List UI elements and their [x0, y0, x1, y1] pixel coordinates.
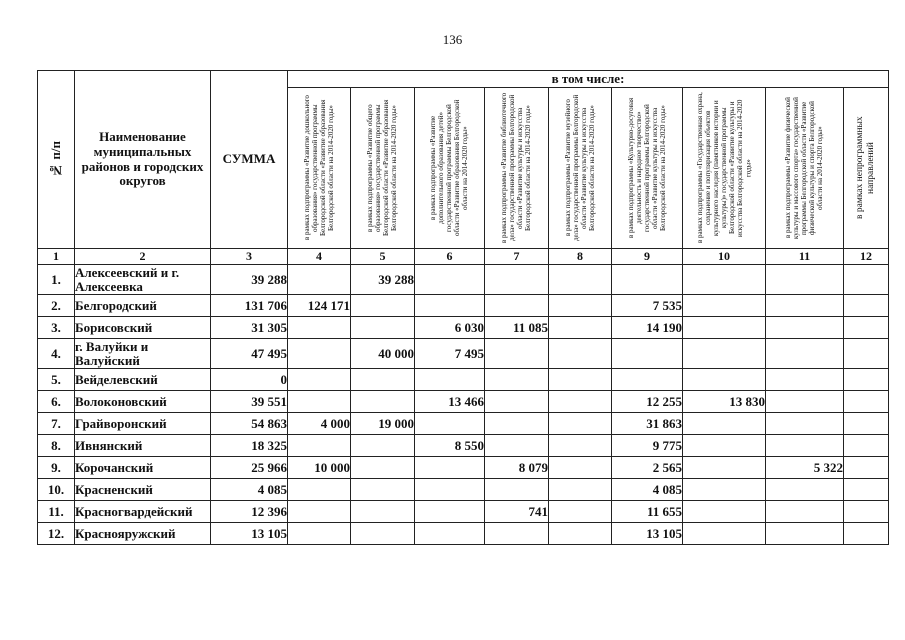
amount-col-12: [844, 479, 889, 501]
row-number: 9.: [38, 457, 75, 479]
amount-col-8: [549, 265, 612, 295]
district-name: Вейделевский: [75, 369, 211, 391]
subheader-label: в рамках подпрограммы «Государственная охрана, сохранение и популяризация объектов культурного наследия (памятников истории и культуры)» государственной программы Белгородской области «Развитие культуры и искусства Белгородской области на 2014-2020 годы»: [695, 92, 753, 244]
amount-col-7: 8 079: [485, 457, 549, 479]
table-row: [38, 501, 889, 523]
header-name: Наименование муниципальных районов и городских округов: [75, 71, 211, 249]
amount-col-8: [549, 413, 612, 435]
amount-col-10: [683, 501, 766, 523]
amount-col-4: [288, 523, 351, 545]
sum-value: 4 085: [211, 479, 288, 501]
amount-col-6: [415, 523, 485, 545]
district-name: Белгородский: [75, 295, 211, 317]
amount-col-4: [288, 435, 351, 457]
row-number: 2.: [38, 295, 75, 317]
amount-col-4: [288, 391, 351, 413]
amount-col-9: 4 085: [612, 479, 683, 501]
amount-col-6: [415, 413, 485, 435]
amount-col-11: [766, 523, 844, 545]
table-row: [38, 435, 889, 457]
amount-col-8: [549, 339, 612, 369]
subheader-col-12: [844, 88, 889, 249]
amount-col-6: 13 466: [415, 391, 485, 413]
amount-col-8: [549, 457, 612, 479]
amount-col-6: 6 030: [415, 317, 485, 339]
amount-col-11: [766, 391, 844, 413]
amount-col-4: [288, 369, 351, 391]
amount-col-6: [415, 265, 485, 295]
subheader-label: в рамках подпрограммы «Развитие физической культуры и массового спорта» государственной программы Белгородской области «Развитие физической культуры и спорта Белгородской области на 2014-2020 годы»: [784, 97, 825, 239]
amount-col-12: [844, 523, 889, 545]
amount-col-4: 4 000: [288, 413, 351, 435]
district-name: Красногвардейский: [75, 501, 211, 523]
column-number-row: [38, 249, 889, 265]
column-number: 10: [683, 249, 766, 265]
subheader-col-7: [485, 88, 549, 249]
amount-col-5: [351, 369, 415, 391]
amount-col-11: 5 322: [766, 457, 844, 479]
sum-value: 12 396: [211, 501, 288, 523]
table-body: [38, 249, 889, 545]
amount-col-4: 124 171: [288, 295, 351, 317]
subheader-label: в рамках подпрограммы «Развитие музейного дела» государственной программы Белгородской области «Развитие культуры и искусства Белгородской области на 2014-2020 годы»: [563, 94, 597, 242]
column-number: 12: [844, 249, 889, 265]
amount-col-10: [683, 265, 766, 295]
row-number: 10.: [38, 479, 75, 501]
amount-col-4: 10 000: [288, 457, 351, 479]
amount-col-11: [766, 369, 844, 391]
table-row: [38, 413, 889, 435]
district-name: г. Валуйки и Валуйский: [75, 339, 211, 369]
district-name: Краснояружский: [75, 523, 211, 545]
amount-col-12: [844, 317, 889, 339]
subheader-label: в рамках подпрограммы «Развитие дошкольного образования» государственной программы Белгородской области «Развитие образования Белгородской области на 2014-2020 годы»: [302, 95, 336, 241]
amount-col-7: 11 085: [485, 317, 549, 339]
subheader-col-5: [351, 88, 415, 249]
subheader-col-11: [766, 88, 844, 249]
amount-col-4: [288, 339, 351, 369]
column-number: 8: [549, 249, 612, 265]
amount-col-11: [766, 339, 844, 369]
column-number: 1: [38, 249, 75, 265]
amount-col-12: [844, 295, 889, 317]
amount-col-7: [485, 523, 549, 545]
amount-col-4: [288, 479, 351, 501]
amount-col-9: 2 565: [612, 457, 683, 479]
table-row: [38, 265, 889, 295]
amount-col-12: [844, 501, 889, 523]
subheader-col-6: [415, 88, 485, 249]
row-number: 3.: [38, 317, 75, 339]
table-row: [38, 317, 889, 339]
row-number: 11.: [38, 501, 75, 523]
sum-value: 0: [211, 369, 288, 391]
amount-col-7: [485, 435, 549, 457]
amount-col-7: [485, 413, 549, 435]
header-num-label: № п/п: [47, 141, 63, 178]
amount-col-5: [351, 479, 415, 501]
column-number: 7: [485, 249, 549, 265]
column-number: 9: [612, 249, 683, 265]
district-name: Красненский: [75, 479, 211, 501]
amount-col-12: [844, 413, 889, 435]
table-row: [38, 479, 889, 501]
amount-col-8: [549, 295, 612, 317]
amount-col-12: [844, 265, 889, 295]
table-row: [38, 295, 889, 317]
subheader-label: в рамках подпрограммы «Развитие библиотечного дела» государственной программы Белгородской области «Развитие культуры и искусства Белгородской области на 2014-2020 годы»: [500, 92, 533, 244]
header-sum: СУММА: [211, 71, 288, 249]
row-number: 1.: [38, 265, 75, 295]
amount-col-11: [766, 265, 844, 295]
subheader-col-8: [549, 88, 612, 249]
amount-col-6: [415, 295, 485, 317]
sum-value: 25 966: [211, 457, 288, 479]
amount-col-6: [415, 457, 485, 479]
amount-col-5: [351, 317, 415, 339]
column-number: 3: [211, 249, 288, 265]
amount-col-12: [844, 369, 889, 391]
amount-col-9: 7 535: [612, 295, 683, 317]
amount-col-11: [766, 435, 844, 457]
sum-value: 31 305: [211, 317, 288, 339]
row-number: 4.: [38, 339, 75, 369]
amount-col-9: [612, 265, 683, 295]
column-number: 4: [288, 249, 351, 265]
amount-col-6: [415, 479, 485, 501]
amount-col-11: [766, 413, 844, 435]
amount-col-9: 31 863: [612, 413, 683, 435]
row-number: 5.: [38, 369, 75, 391]
amount-col-7: [485, 339, 549, 369]
column-number: 5: [351, 249, 415, 265]
amount-col-5: [351, 391, 415, 413]
amount-col-5: 40 000: [351, 339, 415, 369]
district-name: Корочанский: [75, 457, 211, 479]
amount-col-9: 9 775: [612, 435, 683, 457]
sum-value: 39 288: [211, 265, 288, 295]
amount-col-12: [844, 457, 889, 479]
amount-col-10: [683, 479, 766, 501]
amount-col-10: [683, 457, 766, 479]
appropriations-table: [37, 70, 889, 545]
sum-value: 18 325: [211, 435, 288, 457]
subheader-col-10: [683, 88, 766, 249]
amount-col-12: [844, 391, 889, 413]
amount-col-6: 7 495: [415, 339, 485, 369]
sum-value: 39 551: [211, 391, 288, 413]
district-name: Борисовский: [75, 317, 211, 339]
amount-col-8: [549, 501, 612, 523]
amount-col-9: [612, 369, 683, 391]
page-number: 136: [442, 32, 463, 47]
subheader-label: в рамках подпрограммы «Культурно-досуговая деятельность и народное творчество» государственной программы Белгородской области «Развитие культуры и искусства Белгородской области на 2014-2020 годы»: [626, 97, 668, 239]
amount-col-5: 39 288: [351, 265, 415, 295]
subheader-label: в рамках подпрограммы «Развитие дополнительного образования детей» государственной программы Белгородской области «Развитие образования Белгородской области на 2014-2020 годы»: [429, 99, 470, 237]
amount-col-8: [549, 435, 612, 457]
sum-value: 131 706: [211, 295, 288, 317]
amount-col-6: [415, 501, 485, 523]
amount-col-12: [844, 435, 889, 457]
amount-col-11: [766, 501, 844, 523]
amount-col-9: 12 255: [612, 391, 683, 413]
column-number: 11: [766, 249, 844, 265]
amount-col-5: [351, 501, 415, 523]
amount-col-12: [844, 339, 889, 369]
column-number: 6: [415, 249, 485, 265]
subheader-label: в рамках подпрограммы «Развитие общего образования» государственной программы Белгородской области «Развитие образования Белгородской области на 2014-2020 годы»: [366, 99, 399, 237]
amount-col-10: [683, 435, 766, 457]
district-name: Грайворонский: [75, 413, 211, 435]
amount-col-5: [351, 523, 415, 545]
amount-col-10: [683, 295, 766, 317]
amount-col-10: [683, 339, 766, 369]
sum-value: 47 495: [211, 339, 288, 369]
amount-col-8: [549, 391, 612, 413]
amount-col-7: [485, 391, 549, 413]
district-name: Ивнянский: [75, 435, 211, 457]
amount-col-10: 13 830: [683, 391, 766, 413]
amount-col-5: 19 000: [351, 413, 415, 435]
row-number: 7.: [38, 413, 75, 435]
amount-col-6: [415, 369, 485, 391]
table-row: [38, 391, 889, 413]
subheader-col-4: [288, 88, 351, 249]
amount-col-10: [683, 523, 766, 545]
amount-col-9: [612, 339, 683, 369]
header-including: в том числе:: [288, 71, 889, 88]
amount-col-9: 14 190: [612, 317, 683, 339]
table-row: [38, 369, 889, 391]
row-number: 6.: [38, 391, 75, 413]
amount-col-8: [549, 369, 612, 391]
amount-col-10: [683, 413, 766, 435]
table-row: [38, 523, 889, 545]
amount-col-10: [683, 369, 766, 391]
table-row: [38, 339, 889, 369]
amount-col-7: 741: [485, 501, 549, 523]
amount-col-4: [288, 501, 351, 523]
amount-col-9: 11 655: [612, 501, 683, 523]
amount-col-7: [485, 479, 549, 501]
amount-col-4: [288, 317, 351, 339]
amount-col-5: [351, 435, 415, 457]
district-name: Волоконовский: [75, 391, 211, 413]
amount-col-6: 8 550: [415, 435, 485, 457]
table-row: [38, 457, 889, 479]
amount-col-11: [766, 479, 844, 501]
amount-col-7: [485, 295, 549, 317]
header-num: [38, 71, 75, 249]
amount-col-9: 13 105: [612, 523, 683, 545]
row-number: 12.: [38, 523, 75, 545]
amount-col-10: [683, 317, 766, 339]
amount-col-7: [485, 265, 549, 295]
amount-col-4: [288, 265, 351, 295]
column-number: 2: [75, 249, 211, 265]
district-name: Алексеевский и г. Алексеевка: [75, 265, 211, 295]
sum-value: 54 863: [211, 413, 288, 435]
sum-value: 13 105: [211, 523, 288, 545]
amount-col-5: [351, 295, 415, 317]
amount-col-7: [485, 369, 549, 391]
row-number: 8.: [38, 435, 75, 457]
subheader-label: в рамках непрограммных направлений: [855, 116, 876, 220]
amount-col-8: [549, 479, 612, 501]
amount-col-11: [766, 295, 844, 317]
amount-col-5: [351, 457, 415, 479]
amount-col-11: [766, 317, 844, 339]
subheader-col-9: [612, 88, 683, 249]
amount-col-8: [549, 523, 612, 545]
amount-col-8: [549, 317, 612, 339]
